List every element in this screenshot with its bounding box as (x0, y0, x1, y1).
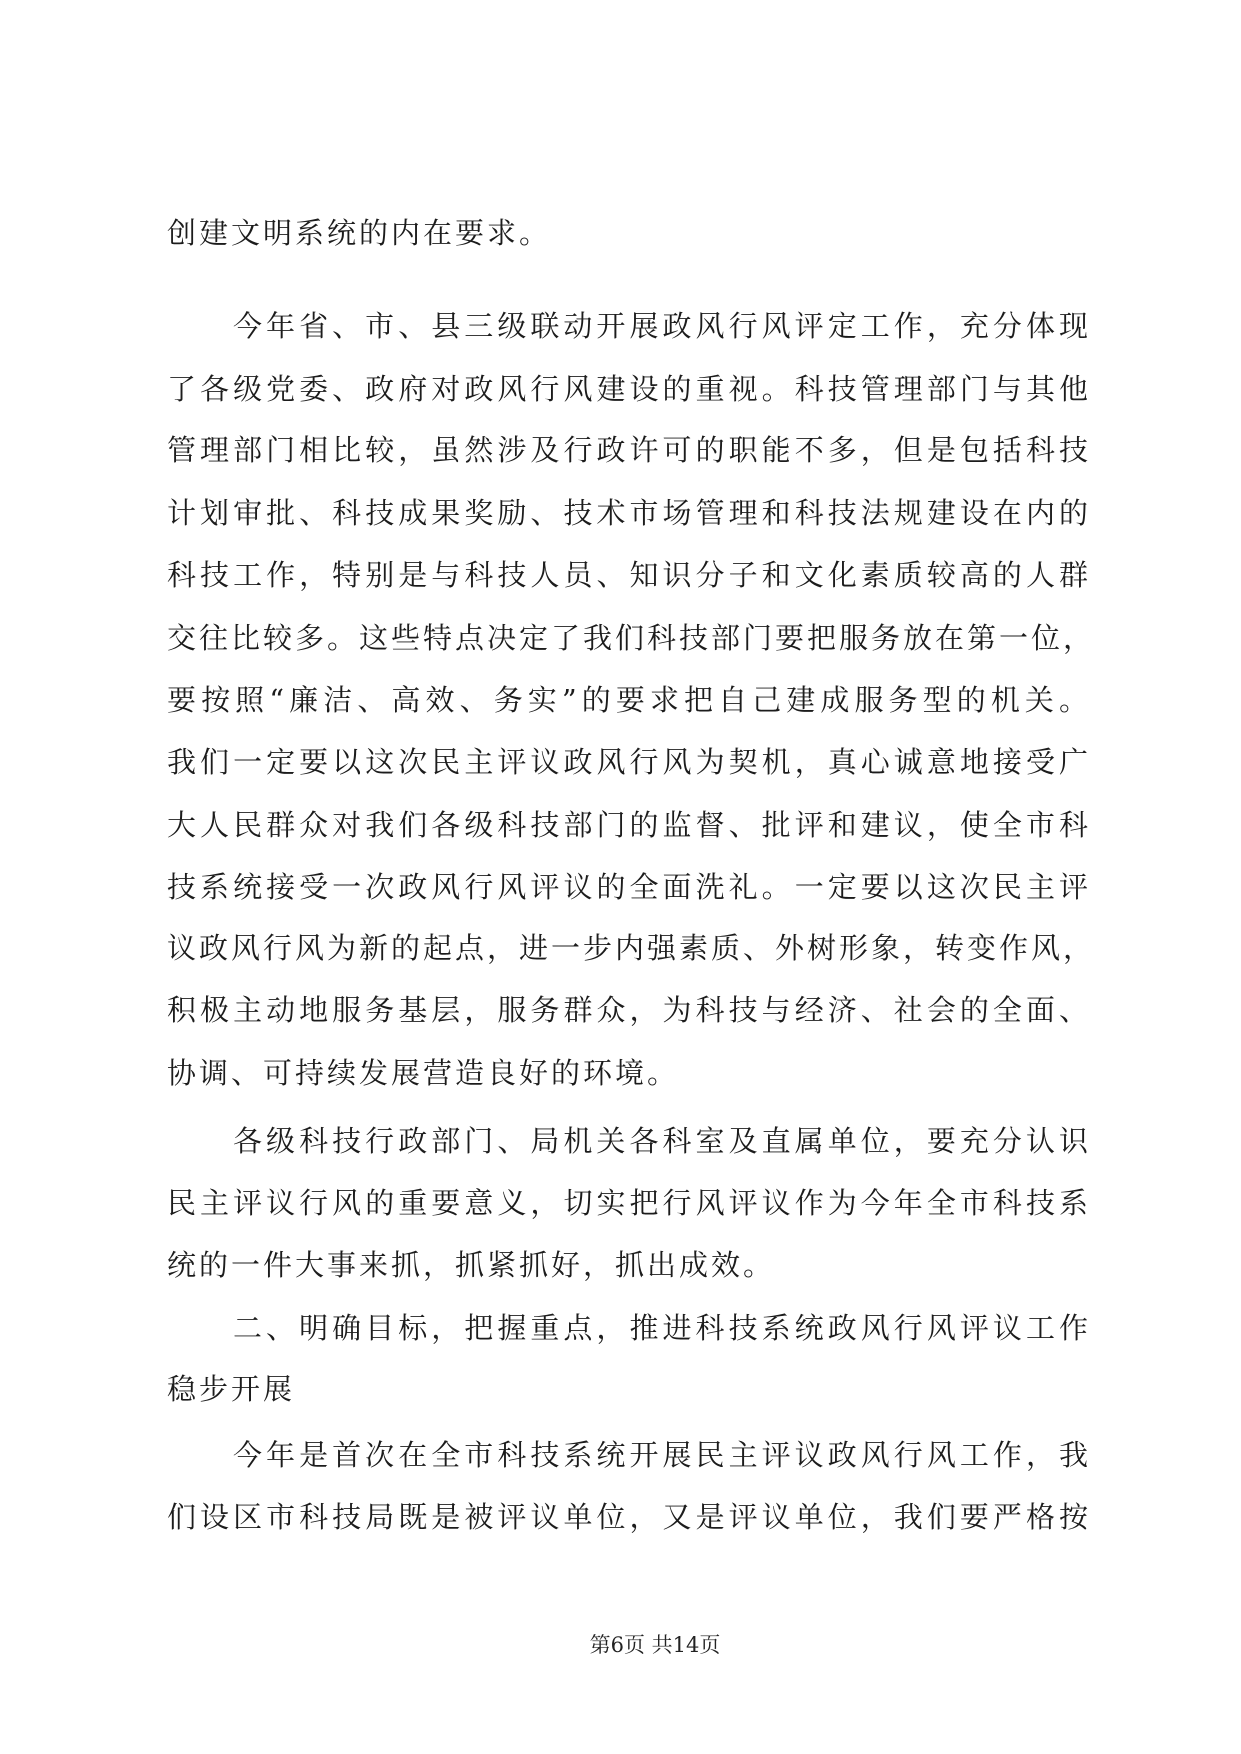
paragraph-line: 协调、可持续发展营造良好的环境。 (167, 1056, 680, 1090)
paragraph-line: 今年是首次在全市科技系统开展民主评议政风行风工作，我 (233, 1438, 1091, 1472)
paragraph-line: 技系统接受一次政风行风评议的全面洗礼。一定要以这次民主评 (167, 870, 1091, 904)
paragraph-line: 各级科技行政部门、局机关各科室及直属单位，要充分认识 (233, 1124, 1091, 1158)
paragraph-line: 们设区市科技局既是被评议单位，又是评议单位，我们要严格按 (167, 1500, 1091, 1534)
paragraph-line: 民主评议行风的重要意义，切实把行风评议作为今年全市科技系 (167, 1186, 1091, 1220)
paragraph-line: 今年省、市、县三级联动开展政风行风评定工作，充分体现 (233, 309, 1091, 343)
paragraph-line: 议政风行风为新的起点，进一步内强素质、外树形象，转变作风， (167, 931, 1096, 965)
paragraph-line: 要按照“廉洁、高效、务实”的要求把自己建成服务型的机关。 (167, 683, 1091, 717)
paragraph-line: 管理部门相比较，虽然涉及行政许可的职能不多，但是包括科技 (167, 433, 1091, 467)
page-number-footer: 第6页 共14页 (589, 1633, 721, 1657)
paragraph-line: 我们一定要以这次民主评议政风行风为契机，真心诚意地接受广 (167, 745, 1091, 779)
section-heading-line: 二、明确目标，把握重点，推进科技系统政风行风评议工作 (233, 1311, 1091, 1345)
paragraph-line: 积极主动地服务基层，服务群众，为科技与经济、社会的全面、 (167, 993, 1091, 1027)
paragraph-line: 交往比较多。这些特点决定了我们科技部门要把服务放在第一位， (167, 621, 1096, 655)
paragraph-line: 统的一件大事来抓，抓紧抓好，抓出成效。 (167, 1248, 776, 1282)
paragraph-line: 创建文明系统的内在要求。 (167, 216, 552, 250)
paragraph-line: 大人民群众对我们各级科技部门的监督、批评和建议，使全市科 (167, 808, 1091, 842)
section-heading-line: 稳步开展 (167, 1372, 296, 1406)
paragraph-line: 科技工作，特别是与科技人员、知识分子和文化素质较高的人群 (167, 558, 1091, 592)
paragraph-line: 了各级党委、政府对政风行风建设的重视。科技管理部门与其他 (167, 372, 1091, 406)
paragraph-line: 计划审批、科技成果奖励、技术市场管理和科技法规建设在内的 (167, 496, 1091, 530)
